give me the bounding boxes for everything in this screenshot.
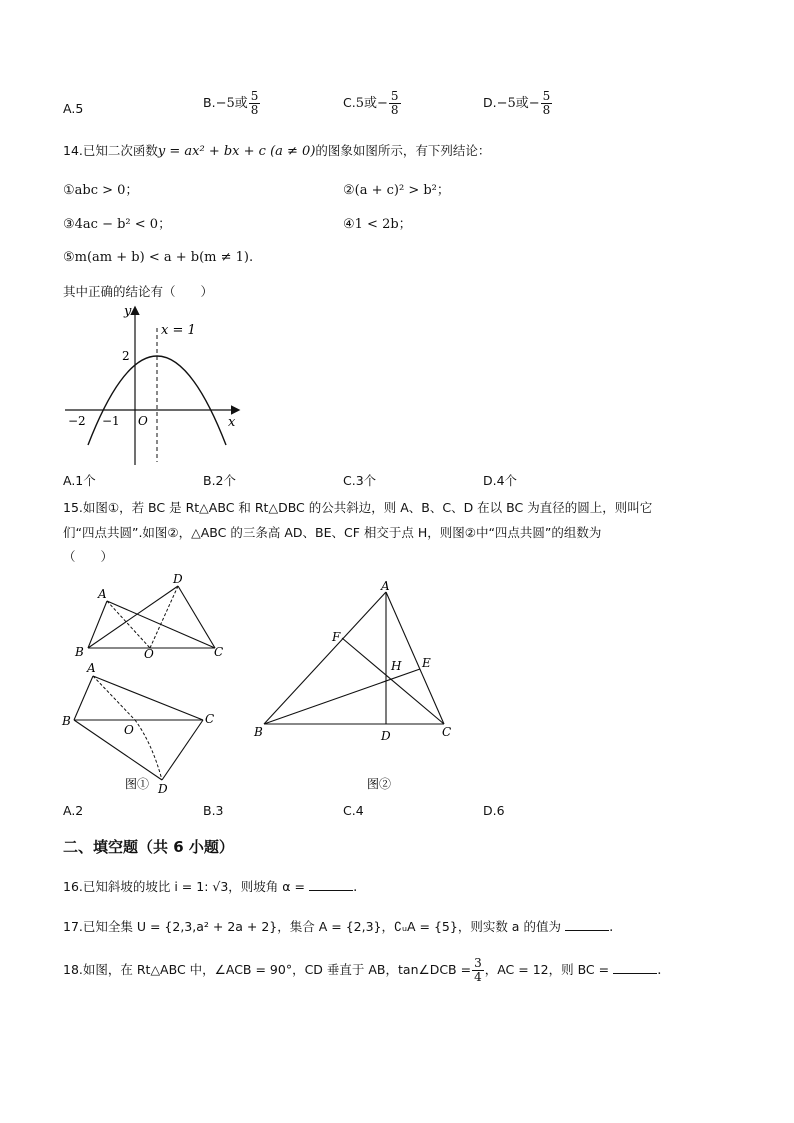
fig2-label-b: B [254, 725, 263, 739]
q16-end: . [353, 880, 358, 895]
figure-2 [250, 578, 470, 793]
option-label: A. [63, 101, 76, 116]
fraction [389, 90, 401, 117]
numerator: 5 [542, 89, 551, 103]
tick-x-minus-2: −2 [68, 414, 86, 428]
denominator: 8 [542, 103, 551, 117]
numerator: 3 [474, 956, 482, 970]
x-label: x [228, 415, 236, 430]
fig1b-label-a: A [87, 661, 96, 675]
q14-option-d[interactable]: D.4个 [483, 473, 518, 488]
fig2-caption: 图② [367, 777, 392, 791]
q15-option-d[interactable]: D.6 [483, 803, 505, 818]
q15-option-c[interactable]: C.4 [343, 803, 364, 818]
answer-blank[interactable] [565, 918, 609, 931]
q14-conclusion-1: ①abc > 0； [63, 183, 139, 198]
q14-option-c[interactable]: C.3个 [343, 473, 377, 488]
q18-end: . [657, 963, 662, 978]
q14-option-a[interactable]: A.1个 [63, 473, 96, 488]
fig2-label-e: E [422, 656, 431, 670]
q15-stem-line3: （ ） [63, 549, 114, 564]
stem-text: 14.已知二次函数 [63, 143, 158, 158]
tick-y-2: 2 [122, 349, 130, 363]
fig1-label-a: A [98, 587, 107, 601]
numerator: 5 [250, 89, 259, 103]
symmetry-label: x = 1 [161, 323, 196, 338]
q15-stem-line2: 们“四点共圆”.如图②，△ABC 的三条高 AD、BE、CF 相交于点 H，则图②中“四点共圆”的组数为 [63, 525, 602, 540]
answer-blank[interactable] [309, 878, 353, 891]
answer-blank[interactable] [613, 961, 657, 974]
q18-text-2: ，AC = 12，则 BC = [484, 962, 610, 977]
q15-option-a[interactable]: A.2 [63, 803, 84, 818]
denominator: 8 [390, 103, 399, 117]
q18 [63, 957, 661, 984]
fig1b-label-d: D [158, 782, 168, 796]
fraction [472, 957, 484, 984]
q13-option-a[interactable] [63, 100, 83, 118]
fig2-label-d: D [381, 729, 391, 743]
q13-option-b[interactable] [203, 90, 261, 117]
q17-end: . [609, 920, 614, 935]
numerator: 5 [390, 89, 399, 103]
q14-stem [63, 142, 490, 161]
option-prefix: −5或 [215, 96, 248, 111]
fig1-label-c: C [214, 645, 224, 659]
option-label: D. [483, 95, 497, 110]
fig1-label-o: O [144, 647, 154, 661]
stem-text: 的图象如图所示，有下列结论： [315, 143, 491, 158]
fig1b-label-o: O [124, 723, 134, 737]
option-value: 5 [75, 101, 84, 116]
fig2-label-a: A [381, 579, 390, 593]
option-label: C. [343, 95, 356, 110]
q16 [63, 878, 357, 897]
fig2-label-f: F [332, 630, 341, 644]
q15-option-b[interactable]: B.3 [203, 803, 224, 818]
fraction [541, 90, 553, 117]
origin-label: O [138, 414, 148, 428]
q14-option-b[interactable]: B.2个 [203, 473, 237, 488]
q14-conclusion-4: ④1 < 2b； [343, 217, 412, 232]
tick-x-minus-1: −1 [102, 414, 120, 428]
q14-conclusion-2: ②(a + c)² > b²； [343, 183, 450, 198]
fraction [249, 90, 261, 117]
formula: y = ax² + bx + c (a ≠ 0) [157, 144, 316, 159]
q15-stem-line1: 15.如图①，若 BC 是 Rt△ABC 和 Rt△DBC 的公共斜边，则 A、B、C、D 在以 BC 为直径的圆上，则叫它 [63, 500, 653, 515]
q18-text: 18.如图，在 Rt△ABC 中，∠ACB = 90°，CD 垂直于 AB，tan∠DCB = [63, 962, 472, 977]
figure-1 [60, 568, 230, 798]
option-label: B. [203, 95, 216, 110]
q17 [63, 918, 613, 937]
section-title: 二、填空题（共 6 小题） [63, 838, 234, 856]
q13-option-d[interactable] [483, 90, 553, 117]
fig2-label-h: H [391, 659, 402, 673]
q14-conclusion-5: ⑤m(am + b) < a + b(m ≠ 1). [63, 250, 254, 265]
denominator: 4 [474, 970, 482, 984]
parabola-graph [60, 300, 250, 470]
option-prefix: −5或− [496, 96, 540, 111]
y-label: y [124, 304, 132, 319]
q16-text: 16.已知斜坡的坡比 i = 1: √3，则坡角 α = [63, 879, 305, 894]
fig1b-label-b: B [62, 714, 71, 728]
q14-conclusion-3: ③4ac − b² < 0； [63, 217, 172, 232]
option-prefix: 5或− [355, 96, 388, 111]
q13-option-c[interactable] [343, 90, 402, 117]
fig1-caption: 图① [125, 777, 150, 791]
q14-question: 其中正确的结论有（ ） [63, 284, 214, 299]
fig1-label-d: D [173, 572, 183, 586]
fig2-label-c: C [442, 725, 452, 739]
fig1b-label-c: C [205, 712, 215, 726]
q17-text: 17.已知全集 U = {2,3,a² + 2a + 2}，集合 A = {2,3}，∁ᵤA = {5}，则实数 a 的值为 [63, 919, 561, 934]
denominator: 8 [250, 103, 259, 117]
fig1-label-b: B [75, 645, 84, 659]
